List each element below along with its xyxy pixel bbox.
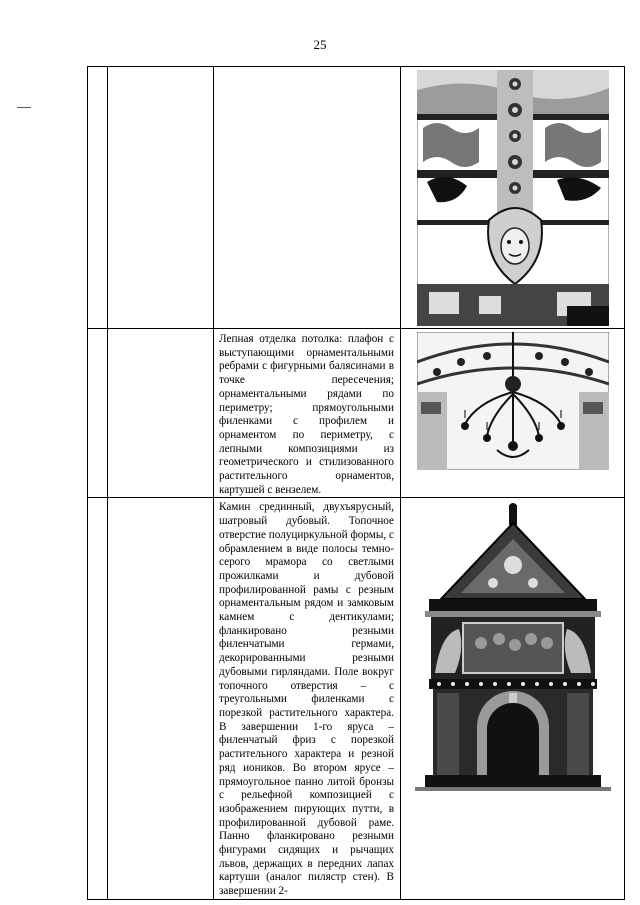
description-cell (214, 498, 401, 899)
name-cell (108, 67, 214, 329)
number-cell (88, 498, 108, 899)
margin-mark (17, 107, 31, 108)
photo-cell (401, 329, 625, 498)
photo-cell (401, 67, 625, 329)
ceiling-chandelier-icon (417, 332, 609, 470)
description-cell (214, 329, 401, 498)
fireplace-photo (415, 501, 611, 791)
element-description: Лепная отделка потолка: плафон с выступающими орнаментальными ребрами с фигурными балясинами в точке пересечения; орнаментальными рядами по периметру; прямоугольными филенками с профилем и орнаментом по периметру, с лепными композициями из геометрического и стилизованного растительного орнаментов, картушей с вензелем. (219, 333, 394, 496)
heritage-register-table (87, 66, 625, 900)
ceiling-molding-photo (417, 70, 609, 326)
page-number: 25 (313, 37, 327, 52)
ceiling-chandelier-photo (417, 332, 609, 470)
table-row (88, 498, 625, 899)
name-cell (108, 329, 214, 498)
element-description: Камин срединный, двухъярусный, шатровый дубовый. Топочное отверстие полуциркульной формы, с обрамлением в виде полосы темно-серого мрамора со светлыми прожилками и дубовой профилированной рамы с резным орнаментальным рядом и замковым камнем с дентикулами; фланкировано резными филенчатыми гермами, декорированными резными дубовыми гирляндами. Поле вокруг топочного отверстия – с треугольными филенками с порезкой растительного характера. В завершении 1-го яруса – филенчатый фриз с порезкой растительного характера и резной ряд иоников. Во втором ярусе – прямоугольное панно литой бронзы с рельефной композицией с изображением пирующих путти, в профилированной дубовой раме. Панно фланкировано резными фигурами сидящих и рычащих львов, держащих в передних лапах картуши (аналог пилястр стен). В завершении 2- (219, 501, 394, 898)
ceiling-molding-detail-mask-icon (417, 70, 609, 326)
table-row (88, 67, 625, 329)
name-cell (108, 498, 214, 899)
number-cell (88, 67, 108, 329)
photo-cell (401, 498, 625, 899)
number-cell (88, 329, 108, 498)
carved-fireplace-icon (415, 501, 611, 791)
table-row (88, 329, 625, 498)
description-cell (214, 67, 401, 329)
